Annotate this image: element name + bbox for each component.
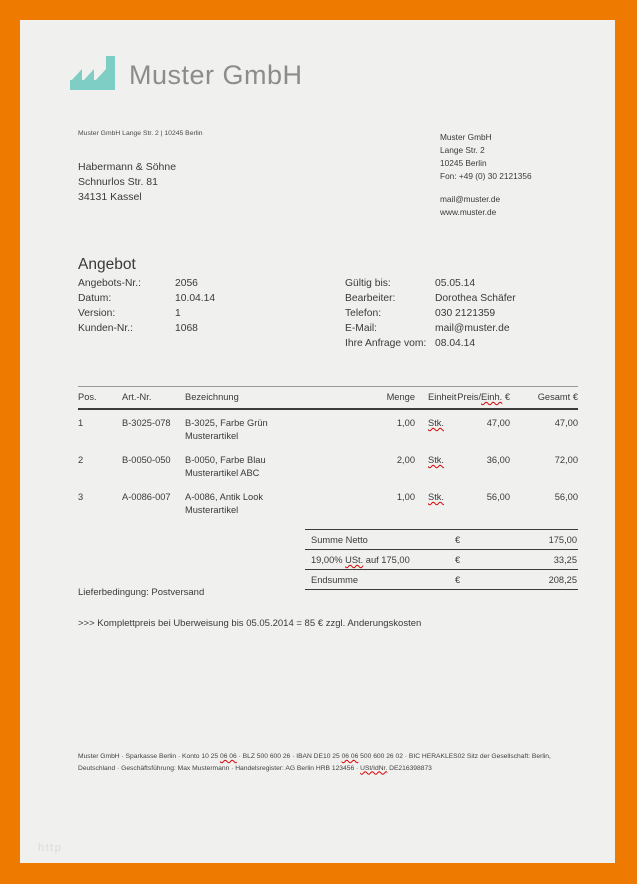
offer-version-label: Version: — [78, 308, 116, 319]
item-unit: Stk. — [428, 492, 445, 502]
header-preis-einheit: Preis/Einh. € — [450, 387, 510, 410]
email-label: E-Mail: — [345, 323, 378, 334]
vat-label: 19,00% USt. auf 175,00 — [311, 555, 410, 565]
page-title: Angebot — [78, 256, 136, 273]
spellcheck-einh: Einh. — [481, 392, 503, 402]
item-quantity: 2,00 — [396, 455, 415, 465]
offer-date-label: Datum: — [78, 293, 112, 304]
offer-version-row — [78, 308, 328, 322]
header-gesamt: Gesamt € — [510, 387, 578, 410]
offer-date-row — [78, 293, 328, 307]
company-street: Lange Str. 2 — [440, 144, 485, 155]
item-art-nr: B-3025-078 — [122, 418, 171, 428]
item-pos: 2 — [78, 455, 84, 465]
valid-until-row — [345, 278, 595, 292]
item-pos: 3 — [78, 492, 84, 502]
phone-row — [345, 308, 595, 322]
item-total: 56,00 — [554, 492, 578, 502]
customer-number-value: 1068 — [175, 323, 198, 334]
recipient-name: Habermann & Söhne — [78, 161, 177, 173]
sender-return-address: Muster GmbH Lange Str. 2 | 10245 Berlin — [78, 130, 203, 137]
valid-until-value: 05.05.14 — [435, 278, 476, 289]
grand-total-currency: € — [455, 575, 461, 585]
item-unit: Stk. — [428, 455, 445, 465]
offer-version-value: 1 — [175, 308, 181, 319]
offer-number-row — [78, 278, 328, 292]
email-value: mail@muster.de — [435, 323, 510, 334]
spellcheck-ustidnr: USt/IdNr. — [360, 764, 388, 772]
table-row — [78, 447, 578, 484]
email-row — [345, 323, 595, 337]
item-quantity: 1,00 — [396, 418, 415, 428]
items-header-row — [78, 387, 578, 410]
header-art-nr: Art.-Nr. — [122, 387, 185, 410]
company-city: 10245 Berlin — [440, 157, 487, 168]
offer-number-value: 2056 — [175, 278, 198, 289]
item-pos: 1 — [78, 418, 84, 428]
company-email: mail@muster.de — [440, 193, 501, 204]
company-address-block — [440, 131, 532, 218]
item-description: B-0050, Farbe Blau Musterartikel ABC — [185, 455, 266, 478]
grand-total-row — [305, 570, 578, 590]
company-phone: Fon: +49 (0) 30 2121356 — [440, 170, 532, 181]
item-quantity: 1,00 — [396, 492, 415, 502]
vat-currency: € — [455, 555, 461, 565]
header-bezeichnung: Bezeichnung — [185, 387, 350, 410]
net-total-label: Summe Netto — [311, 535, 368, 545]
item-total: 72,00 — [554, 455, 578, 465]
company-website: www.muster.de — [440, 206, 497, 217]
http-watermark: http — [38, 842, 63, 854]
item-unit-price: 47,00 — [486, 418, 510, 428]
item-description: A-0086, Antik Look Musterartikel — [185, 492, 264, 515]
phone-value: 030 2121359 — [435, 308, 496, 319]
agent-value: Dorothea Schäfer — [435, 293, 516, 304]
agent-row — [345, 293, 595, 307]
item-art-nr: B-0050-050 — [122, 455, 171, 465]
recipient-address-block — [78, 160, 176, 204]
factory-icon — [70, 56, 115, 90]
agent-label: Bearbeiter: — [345, 293, 396, 304]
legal-footer: Muster GmbH · Sparkasse Berlin · Konto 10 25 06 06 · BLZ 500 600 26 · IBAN DE10 25 06 06 500 600 26 02 · BIC HERAKLES02 Sitz der Gesellschaft: Berlin, Deutschland · Geschäftsführung: Max Mustermann · Handelsregister: AG Berlin HRB 123456 · USt/IdNr. DE216398873 — [78, 753, 551, 772]
item-total: 47,00 — [554, 418, 578, 428]
totals-table — [305, 529, 578, 590]
phone-label: Telefon: — [345, 308, 382, 319]
table-row — [78, 409, 578, 447]
item-art-nr: A-0086-007 — [122, 492, 171, 502]
item-unit-price: 36,00 — [486, 455, 510, 465]
customer-number-row — [78, 323, 328, 337]
company-name: Muster GmbH — [440, 132, 492, 142]
logo-company-name: Muster GmbH — [129, 60, 303, 90]
spellcheck-konto: 06 06 — [219, 753, 237, 760]
header-pos: Pos. — [78, 387, 122, 410]
header-menge: Menge — [350, 387, 415, 410]
header-einheit: Einheit — [415, 387, 450, 410]
delivery-terms: Lieferbedingung: Postversand — [78, 587, 205, 598]
company-logo — [70, 56, 303, 90]
vat-amount: 33,25 — [553, 555, 577, 565]
item-description: B-3025, Farbe Grün Musterartikel — [185, 418, 268, 441]
recipient-city: 34131 Kassel — [78, 190, 142, 203]
payment-note: >>> Komplettpreis bei Uberweisung bis 05.05.2014 = 85 € zzgl. Anderungskosten — [78, 618, 422, 629]
grand-total-label: Endsumme — [311, 575, 359, 585]
item-unit-price: 56,00 — [486, 492, 510, 502]
inquiry-date-row — [345, 338, 595, 352]
item-unit: Stk. — [428, 418, 445, 428]
net-total-currency: € — [455, 535, 461, 545]
net-total-amount: 175,00 — [548, 535, 577, 545]
invoice-page — [20, 20, 615, 863]
valid-until-label: Gültig bis: — [345, 278, 391, 289]
grand-total-amount: 208,25 — [548, 575, 577, 585]
offer-number-label: Angebots-Nr.: — [78, 278, 141, 289]
spellcheck-iban: 06 06 — [341, 753, 359, 760]
recipient-street: Schnurlos Str. 81 — [78, 175, 158, 188]
inquiry-date-value: 08.04.14 — [435, 338, 476, 349]
customer-number-label: Kunden-Nr.: — [78, 323, 133, 334]
inquiry-date-label: Ihre Anfrage vom: — [345, 338, 427, 349]
vat-row — [305, 550, 578, 570]
table-row — [78, 484, 578, 521]
offer-date-value: 10.04.14 — [175, 293, 216, 304]
items-table — [78, 386, 578, 521]
net-total-row — [305, 530, 578, 550]
spellcheck-ust: USt. — [345, 555, 364, 565]
